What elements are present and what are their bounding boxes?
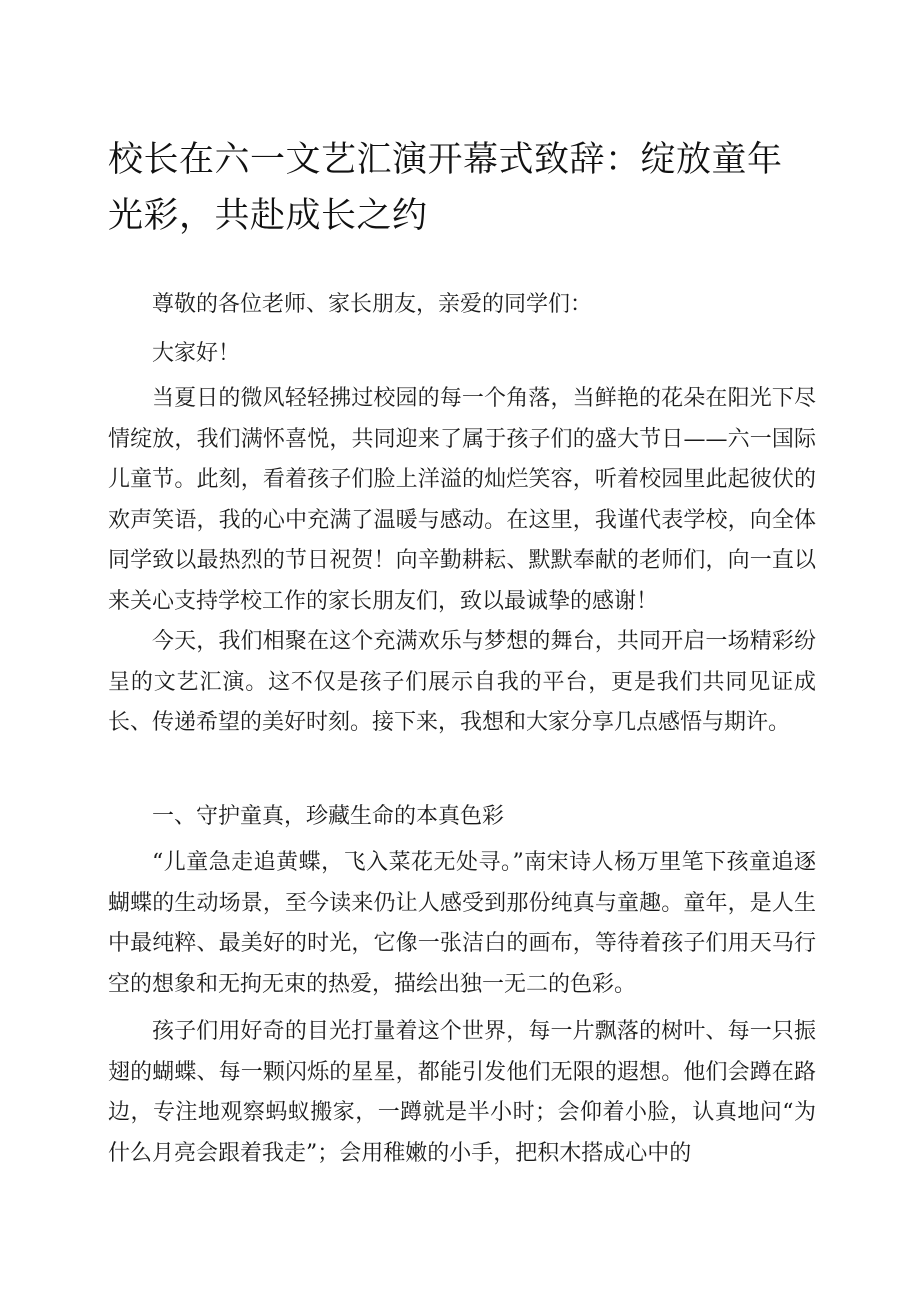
greeting: 大家好！ — [152, 341, 241, 366]
opening-paragraph: 当夏日的微风轻轻拂过校园的每一个角落，当鲜艳的花朵在阳光下尽情绽放，我们满怀喜悦，共同迎来了属于孩子们的盛大节日——六一国际儿童节。此刻，看着孩子们脸上洋溢的灿烂笑容，听着校园里此起彼伏的欢声笑语，我的心中充满了温暖与感动。在这里，我谨代表学校，向全体同学致以最热烈的节日祝贺！向辛勤耕耘、默默奉献的老师们，向一直以来关心支持学校工作的家长朋友们，致以最诚挚的感谢！ — [108, 386, 816, 614]
document-title: 校长在六一文艺汇演开幕式致辞：绽放童年光彩，共赴成长之约 — [108, 140, 783, 236]
section-heading: 一、守护童真，珍藏生命的本真色彩 — [152, 804, 505, 829]
section-paragraph: “儿童急走追黄蝶，飞入菜花无处寻。”南宋诗人杨万里笔下孩童追逐蝴蝶的生动场景，至今读来仍让人感受到那份纯真与童趣。童年，是人生中最纯粹、最美好的时光，它像一张洁白的画布，等待着孩子们用天马行空的想象和无拘无束的热爱，描绘出独一无二的色彩。 — [108, 850, 816, 997]
intro-paragraph: 今天，我们相聚在这个充满欢乐与梦想的舞台，共同开启一场精彩纷呈的文艺汇演。这不仅是孩子们展示自我的平台，更是我们共同见证成长、传递希望的美好时刻。接下来，我想和大家分享几点感悟与期许。 — [108, 629, 816, 735]
section-paragraph: 孩子们用好奇的目光打量着这个世界，每一片飘落的树叶、每一只振翅的蝴蝶、每一颗闪烁的星星，都能引发他们无限的遐想。他们会蹲在路边，专注地观察蚂蚁搬家，一蹲就是半小时；会仰着小脸，认真地问“为什么月亮会跟着我走”；会用稚嫩的小手，把积木搭成心中的 — [108, 1019, 816, 1166]
salutation: 尊敬的各位老师、家长朋友，亲爱的同学们： — [152, 292, 593, 317]
